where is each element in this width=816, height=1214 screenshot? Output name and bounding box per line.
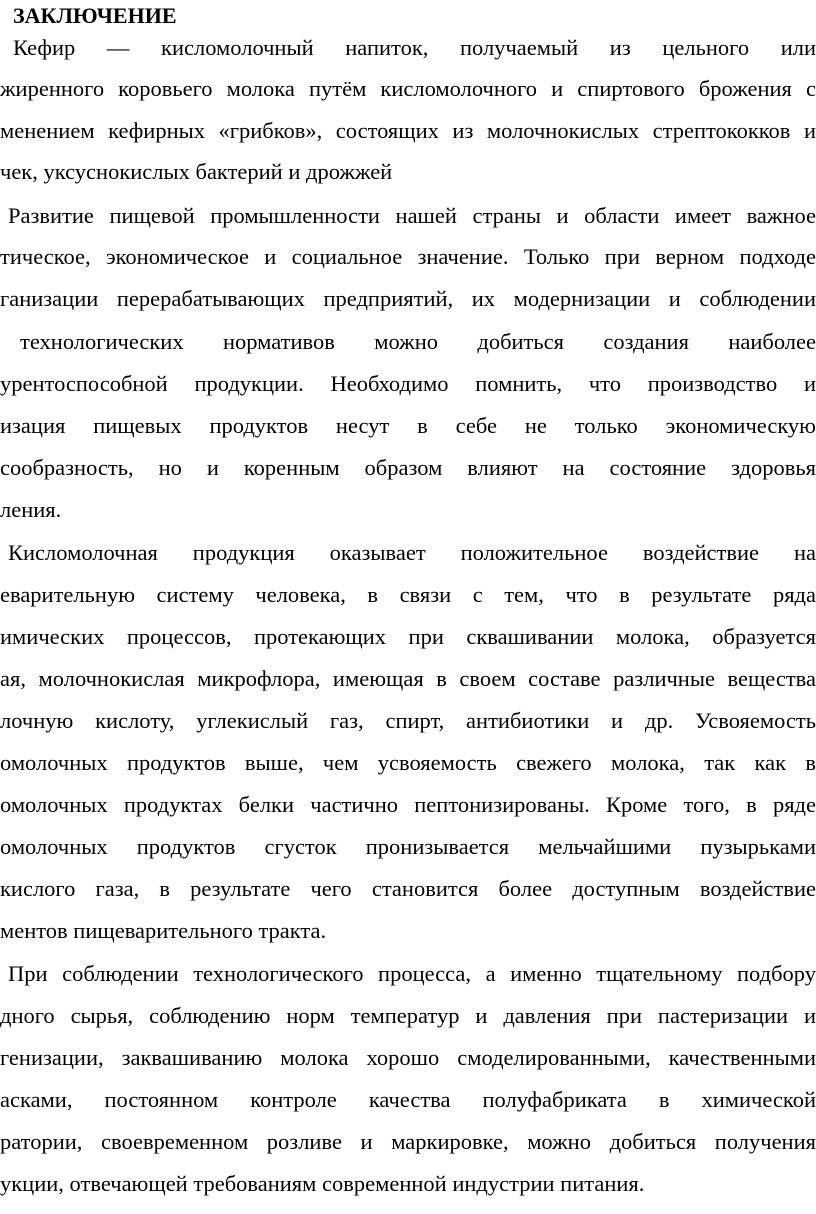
text-line: сообразность, но и коренным образом влияют на состояние здоровья — [0, 455, 816, 480]
text-line: генизации, заквашиванию молока хорошо смоделированными, качественными — [0, 1045, 816, 1070]
text-line: жиренного коровьего молока путём кисломолочного и спиртового брожения с — [0, 76, 816, 101]
text-line: имических процессов, протекающих при сквашивании молока, образуется — [0, 624, 816, 649]
text-line: урентоспособной продукции. Необходимо помнить, что производство и — [0, 371, 816, 396]
text-line: лочную кислоту, углекислый газ, спирт, антибиотики и др. Усвояемость — [0, 708, 816, 733]
text-line: ая, молочнокислая микрофлора, имеющая в своем составе различные вещества — [0, 666, 816, 691]
text-line: ганизации перерабатывающих предприятий, их модернизации и соблюдении — [0, 286, 816, 311]
text-line: еварительную систему человека, в связи с тем, что в результате ряда — [0, 582, 816, 607]
text-line: изация пищевых продуктов несут в себе не только экономическую — [0, 413, 816, 438]
text-line: омолочных продуктах белки частично пептонизированы. Кроме того, в ряде — [0, 792, 816, 817]
text-line: ментов пищеварительного тракта. — [0, 918, 327, 943]
text-line: омолочных продуктов выше, чем усвояемость свежего молока, так как в — [0, 750, 816, 775]
text-line: чек, уксуснокислых бактерий и дрожжей — [0, 159, 393, 184]
text-line: дного сырья, соблюдению норм температур и давления при пастеризации и — [0, 1003, 816, 1028]
document-title: ЗАКЛЮЧЕНИЕ — [13, 3, 177, 28]
text-line: Кисломолочная продукция оказывает положительное воздействие на — [8, 540, 816, 565]
text-line: Развитие пищевой промышленности нашей страны и области имеет важное — [8, 203, 816, 228]
text-line: асками, постоянном контроле качества полуфабриката в химической — [0, 1087, 816, 1112]
text-line: Кефир — кисломолочный напиток, получаемый из цельного или — [13, 35, 816, 60]
text-line: ления. — [0, 497, 62, 522]
text-line: тическое, экономическое и социальное значение. Только при верном подходе — [0, 244, 816, 269]
text-line: кислого газа, в результате чего становится более доступным воздействие — [0, 876, 816, 901]
text-line: ратории, своевременном розливе и маркировке, можно добиться получения — [0, 1129, 816, 1154]
text-line: технологических нормативов можно добиться создания наиболее — [20, 329, 816, 354]
text-line: омолочных продуктов сгусток пронизывается мельчайшими пузырьками — [0, 834, 816, 859]
text-line: укции, отвечающей требованиям современной индустрии питания. — [0, 1171, 645, 1196]
text-line: менением кефирных «грибков», состоящих из молочнокислых стрептококков и — [0, 118, 816, 143]
text-line: При соблюдении технологического процесса, а именно тщательному подбору — [8, 961, 816, 986]
